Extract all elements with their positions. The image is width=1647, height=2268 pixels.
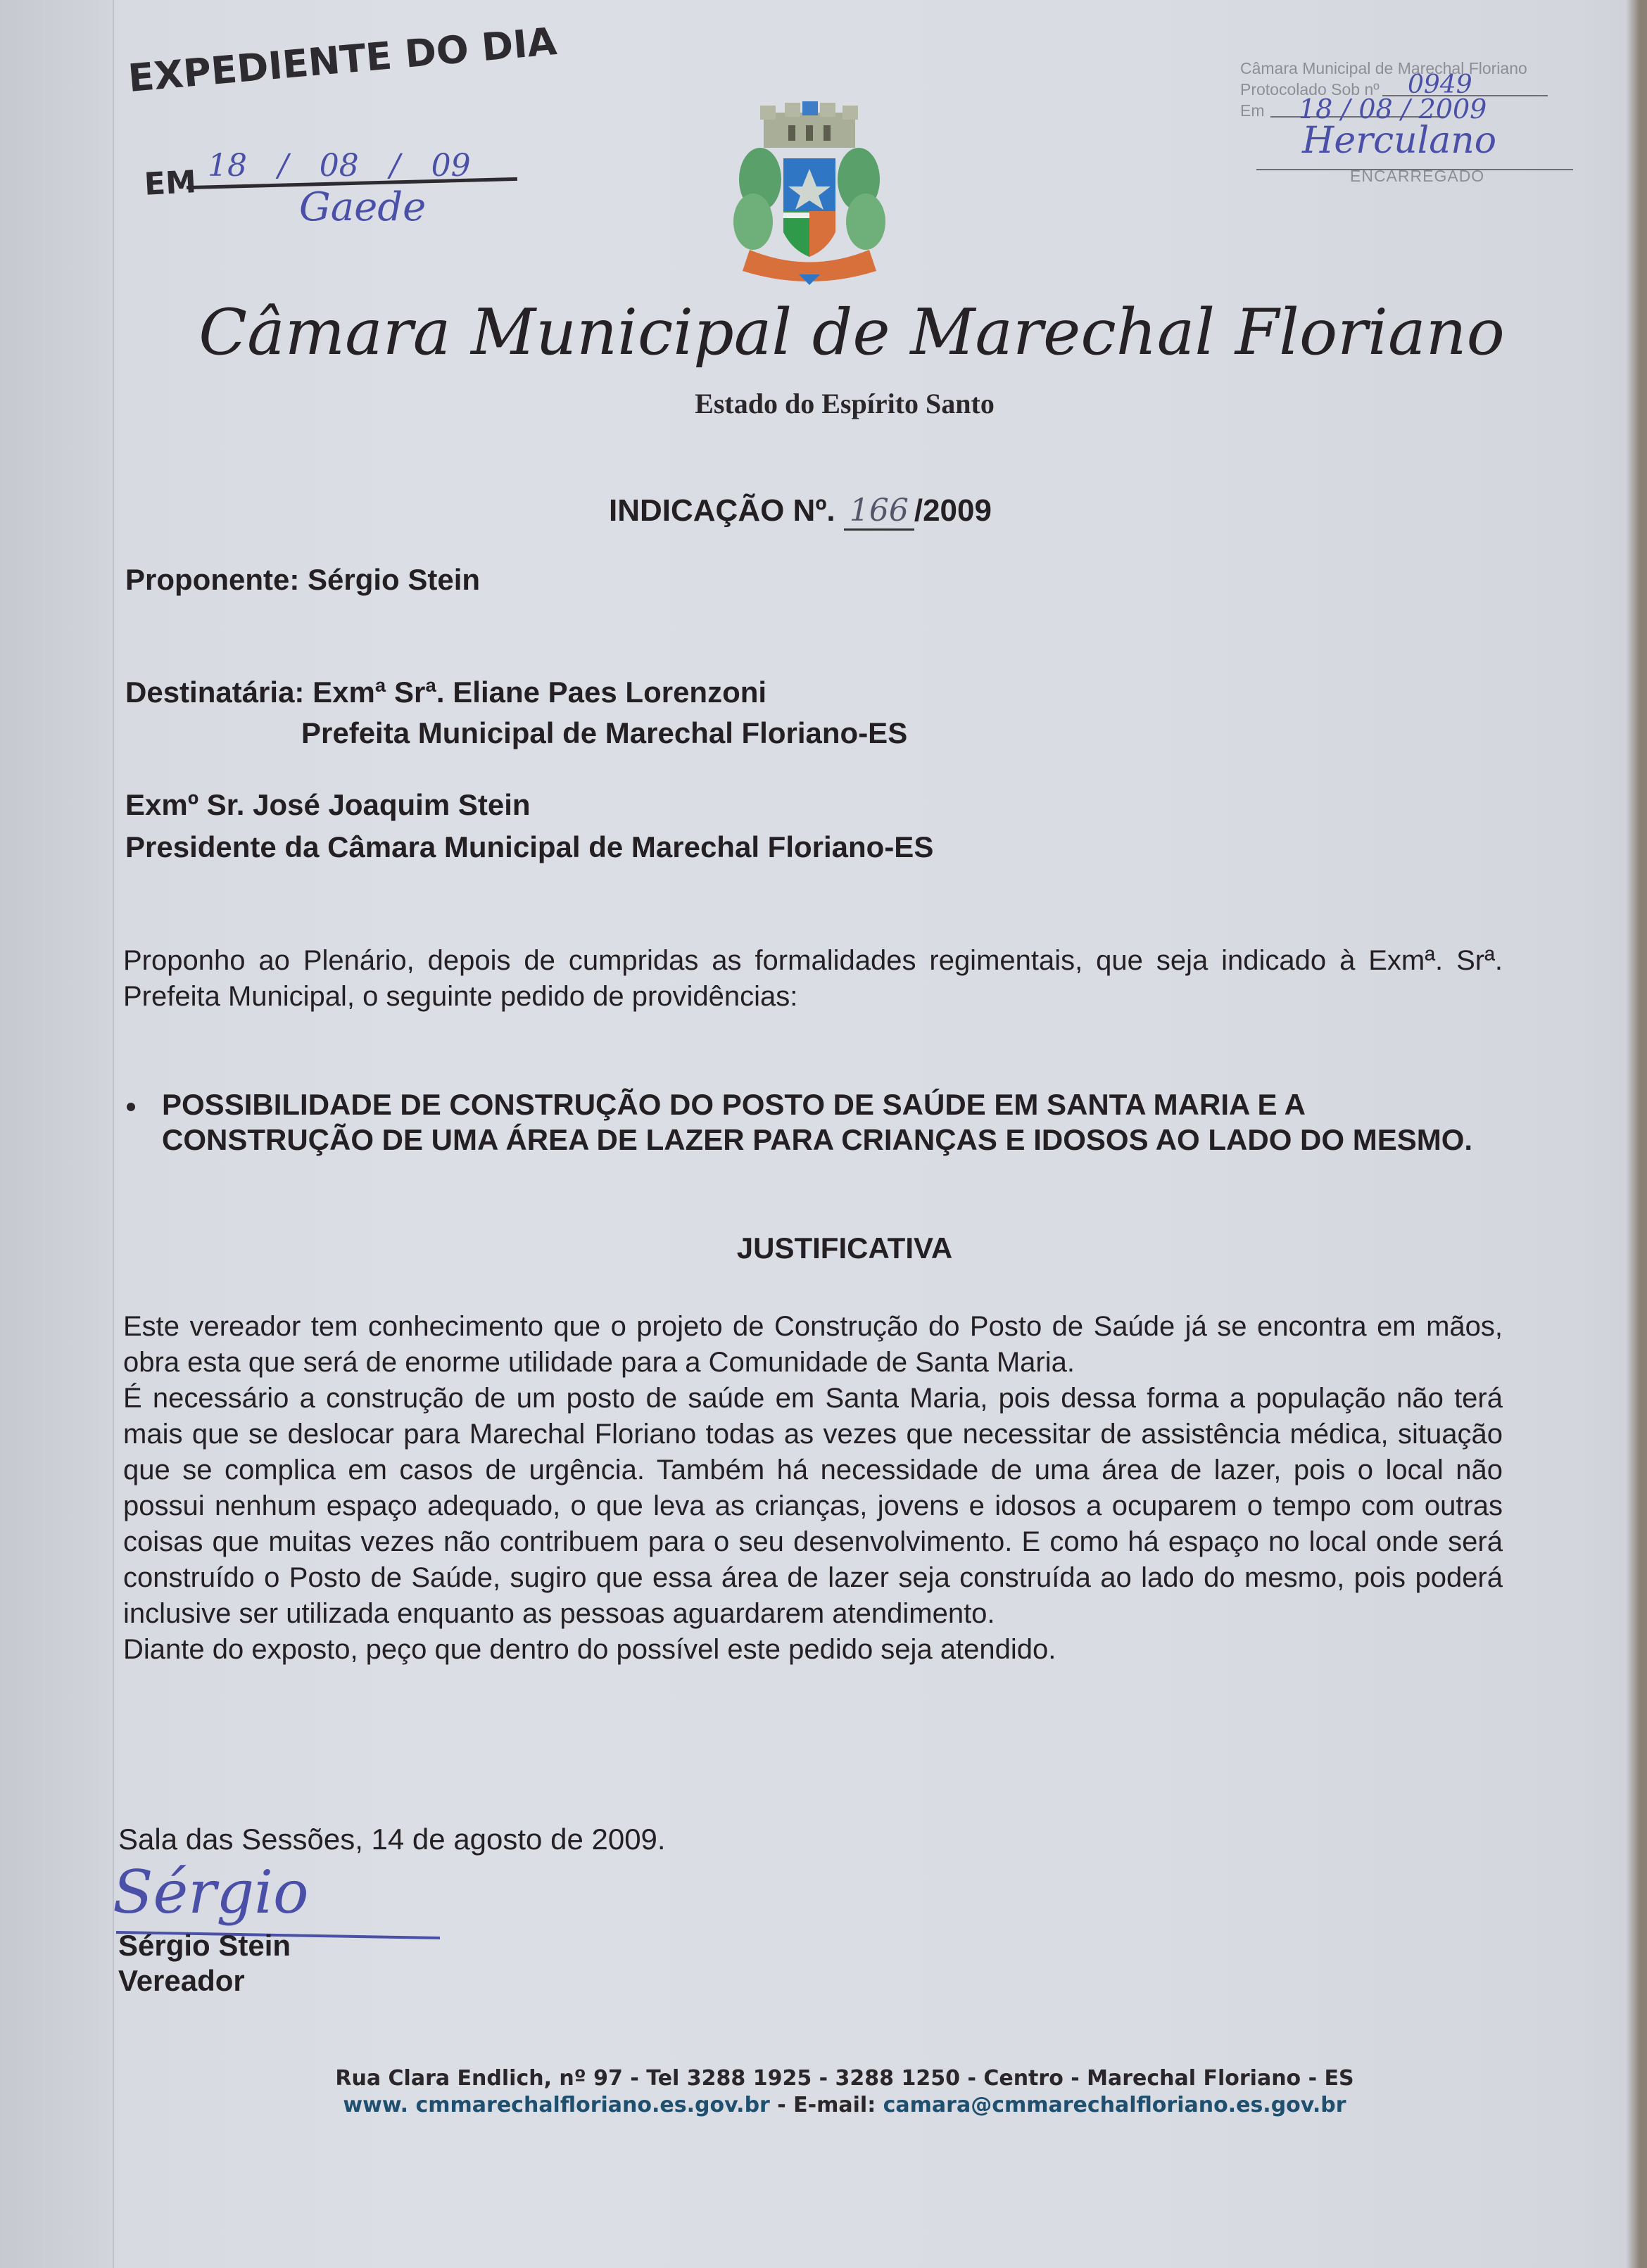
closing-place-date: Sala das Sessões, 14 de agosto de 2009. <box>118 1823 666 1856</box>
letterhead-subtitle: Estado do Espírito Santo <box>695 388 995 419</box>
protocol-number: 0949 <box>1408 70 1472 99</box>
indicacao-number: 166 <box>844 493 914 531</box>
indicacao-year: /2009 <box>914 493 992 528</box>
request-list-item <box>162 1087 1492 1158</box>
protocol-signature: Herculano <box>1302 120 1497 162</box>
indicacao-heading <box>609 493 992 531</box>
protocol-em-label: Em <box>1240 101 1265 120</box>
destinataria-role: Prefeita Municipal de Marechal Floriano-ES <box>301 716 908 749</box>
justificativa-paragraph: É necessário a construção de um posto de saúde em Santa Maria, pois dessa forma a população não terá mais que se deslocar para Marechal Floriano todas as vezes que necessitar de assistência médica, situação que se complica em casos de urgência. Também há necessidade de uma área de lazer, pois o local não possui nenhum espaço adequado, o que leva as crianças, jovens e idosos a ocuparem o tempo com outras coisas que muitas vezes não contribuem para o seu desenvolvimento. E como há espaço no local onde será construído o Posto de Saúde, sugiro que essa área de lazer seja construída ao lado do mesmo, pois poderá inclusive ser utilizada enquanto as pessoas aguardarem atendimento. <box>123 1383 1503 1629</box>
signer-signature: Sérgio <box>113 1858 309 1927</box>
second-recipient-name: Exmº Sr. José Joaquim Stein <box>125 788 531 821</box>
justificativa-body <box>123 1309 1503 1668</box>
signer-block <box>118 1928 291 1998</box>
crown-icon <box>760 101 858 148</box>
protocol-label: Protocolado Sob nº <box>1240 80 1380 99</box>
destinataria-name: Exmª Srª. Eliane Paes Lorenzoni <box>313 676 767 709</box>
signer-role: Vereador <box>118 1964 245 1997</box>
proponente-label: Proponente: <box>125 563 300 596</box>
destinataria-line <box>125 676 766 709</box>
expediente-signature: Gaede <box>299 184 427 230</box>
protocol-date-month: 08 <box>1358 94 1393 125</box>
protocol-institution: Câmara Municipal de Marechal Floriano <box>1240 59 1527 77</box>
indicacao-label: INDICAÇÃO Nº. <box>609 493 835 528</box>
protocol-role: ENCARREGADO <box>1350 167 1485 185</box>
protocol-date-year: 2009 <box>1418 94 1487 125</box>
footer-address: Rua Clara Endlich, nº 97 - Tel 3288 1925 - 3288 1250 - Centro - Marechal Floriano - ES <box>335 2066 1354 2091</box>
protocol-date: 18 / 08 / 2009 <box>1299 94 1487 125</box>
bullet-icon <box>127 1103 135 1111</box>
expediente-stamp-title: EXPEDIENTE DO DIA <box>126 19 559 101</box>
letterhead-title: Câmara Municipal de Marechal Floriano <box>198 296 1505 369</box>
coat-of-arms-icon <box>721 99 897 289</box>
footer-email-link[interactable]: camara@cmmarechalfloriano.es.gov.br <box>883 2093 1346 2117</box>
protocol-date-day: 18 <box>1299 94 1333 125</box>
expediente-em-label: EM <box>143 164 198 203</box>
destinataria-label: Destinatária: <box>125 676 305 709</box>
justificativa-paragraph: Diante do exposto, peço que dentro do possível este pedido seja atendido. <box>123 1634 1056 1665</box>
footer-website-link[interactable]: www. cmmarechalfloriano.es.gov.br <box>343 2093 770 2117</box>
proponente-line <box>125 563 480 597</box>
footer-email-label: - E-mail: <box>769 2093 883 2117</box>
proponente-name: Sérgio Stein <box>308 563 481 596</box>
justificativa-heading: JUSTIFICATIVA <box>736 1231 953 1265</box>
expediente-date: 18 / 08 / 09 <box>208 148 471 184</box>
footer-contact <box>0 2093 1647 2117</box>
signer-name: Sérgio Stein <box>118 1929 291 1962</box>
request-text: POSSIBILIDADE DE CONSTRUÇÃO DO POSTO DE SAÚDE EM SANTA MARIA E A CONSTRUÇÃO DE UMA ÁREA DE LAZER PARA CRIANÇAS E IDOSOS AO LADO DO MESMO. <box>162 1088 1473 1156</box>
intro-paragraph: Proponho ao Plenário, depois de cumpridas as formalidades regimentais, que seja indicado à Exmª. Srª. Prefeita Municipal, o seguinte pedido de providências: <box>123 945 1503 1012</box>
second-recipient-role: Presidente da Câmara Municipal de Marechal Floriano-ES <box>125 830 934 863</box>
justificativa-paragraph: Este vereador tem conhecimento que o projeto de Construção do Posto de Saúde já se encontra em mãos, obra esta que será de enorme utilidade para a Comunidade de Santa Maria. <box>123 1311 1503 1378</box>
